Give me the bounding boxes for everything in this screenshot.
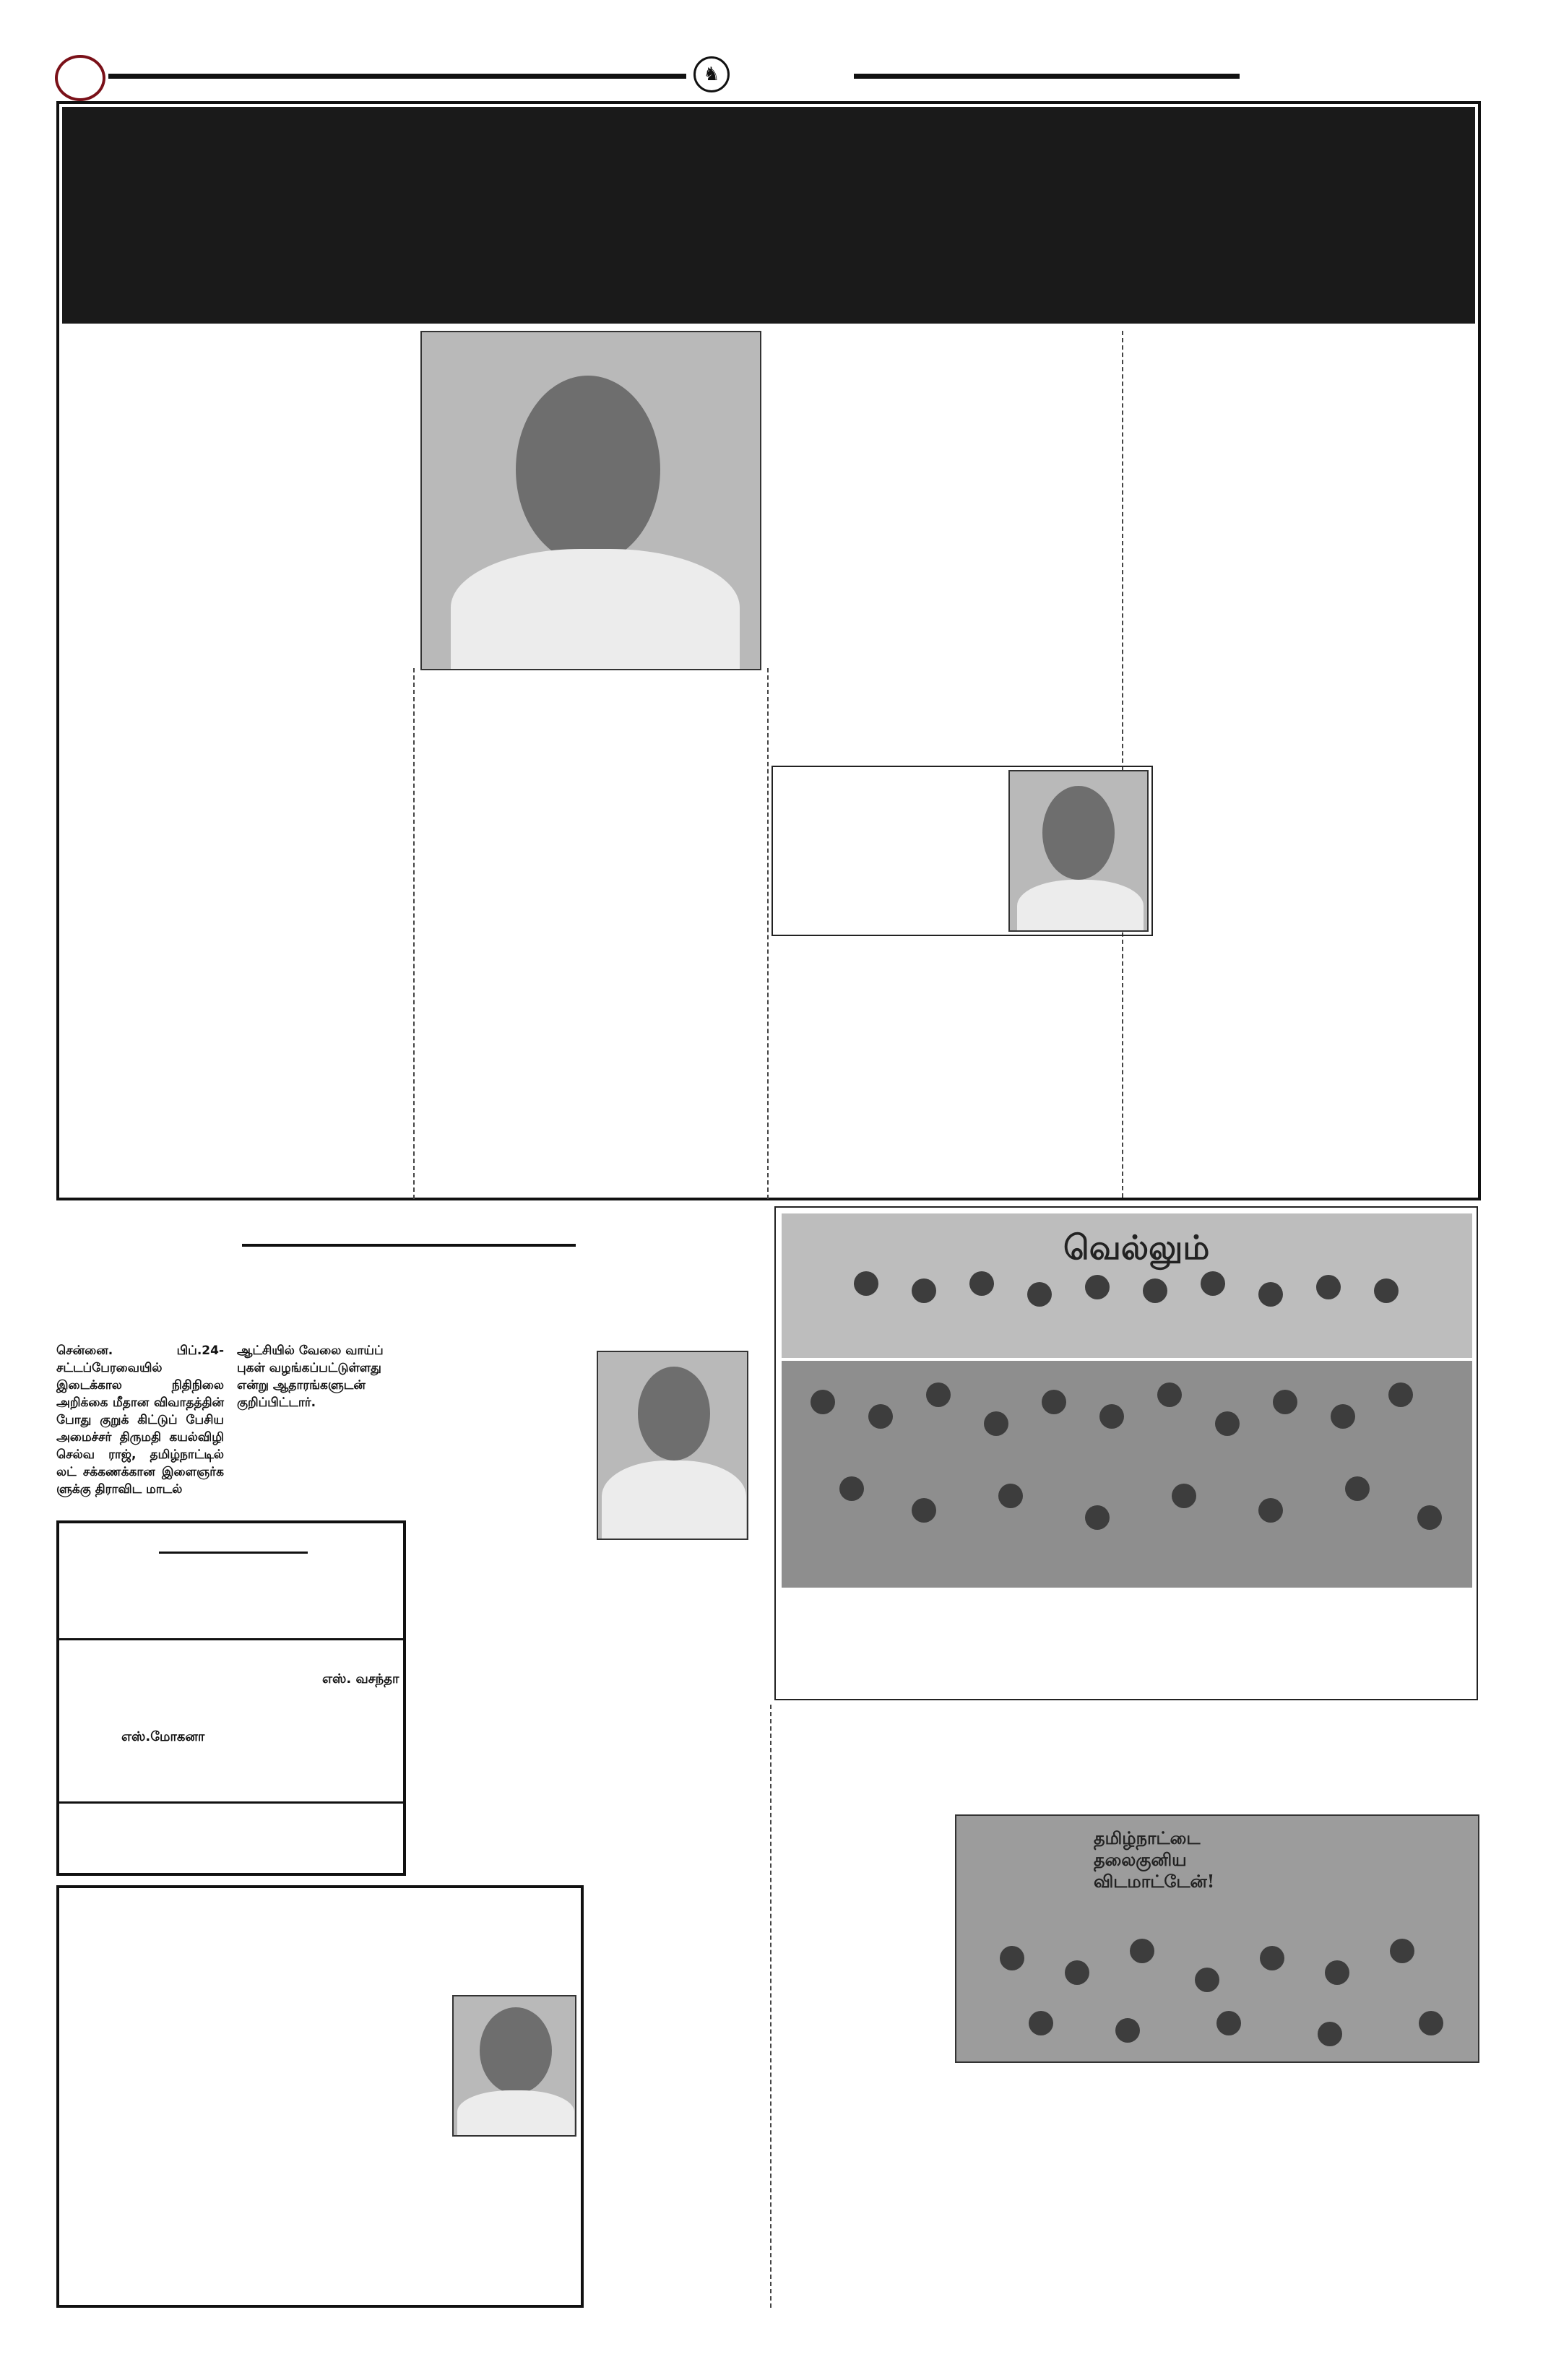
portrait-photo-man-glasses xyxy=(1008,770,1149,932)
meeting-banner-text: தமிழ்நாட்டை தலைகுனிய விடமாட்டேன்! xyxy=(1094,1827,1215,1892)
portrait-photo-man-smiling xyxy=(452,1995,576,2137)
event-photo-audience xyxy=(782,1361,1472,1588)
notice-box-divider xyxy=(59,1638,403,1640)
article-column-left: சென்னை. பிப்.24- சட்டப்பேரவையில் இடைக்கால நிதிநிலை அறிக்கை மீதான விவாதத்தின் போது குறுக் கிட்டுப் பேசிய அமைச்சர் திருமதி கயல்விழி செல்வ ராஜ், தமிழ்நாட்டில் லட் சக்கணக்கான இளைஞர்க ளுக்கு திராவிட மாடல் xyxy=(56,1343,224,1497)
newspaper-logo-icon: ♞ xyxy=(693,56,730,92)
column-divider xyxy=(770,1705,772,2308)
portrait-photo-chief-minister xyxy=(420,331,761,670)
notice-name-vasantha: எஸ். வசந்தா xyxy=(322,1671,399,1687)
header-rule-left xyxy=(108,74,686,79)
event-banner-text: வெல்லும் xyxy=(1063,1228,1210,1267)
headline-band xyxy=(62,107,1475,324)
column-divider xyxy=(413,668,415,1199)
event-photo-stage xyxy=(782,1213,1472,1358)
header-rule-right xyxy=(854,74,1240,79)
portrait-photo-woman xyxy=(597,1351,748,1540)
column-divider xyxy=(767,668,769,1199)
notice-box-title-rule xyxy=(159,1552,308,1554)
notice-name-mohana: எஸ்.மோகனா xyxy=(121,1729,205,1744)
notice-box-divider xyxy=(59,1801,403,1804)
notice-box xyxy=(56,1520,406,1876)
column-divider xyxy=(1122,331,1123,1198)
meeting-photo xyxy=(955,1814,1479,2063)
article-column-right: ஆட்சியில் வேலை வாய்ப் புகள் வழங்கப்பட்டுள்ளது என்று ஆதாரங்களுடன் குறிப்பிட்டார். xyxy=(237,1343,384,1410)
page-number-circle xyxy=(55,55,105,101)
section-headline-rule xyxy=(242,1244,576,1247)
